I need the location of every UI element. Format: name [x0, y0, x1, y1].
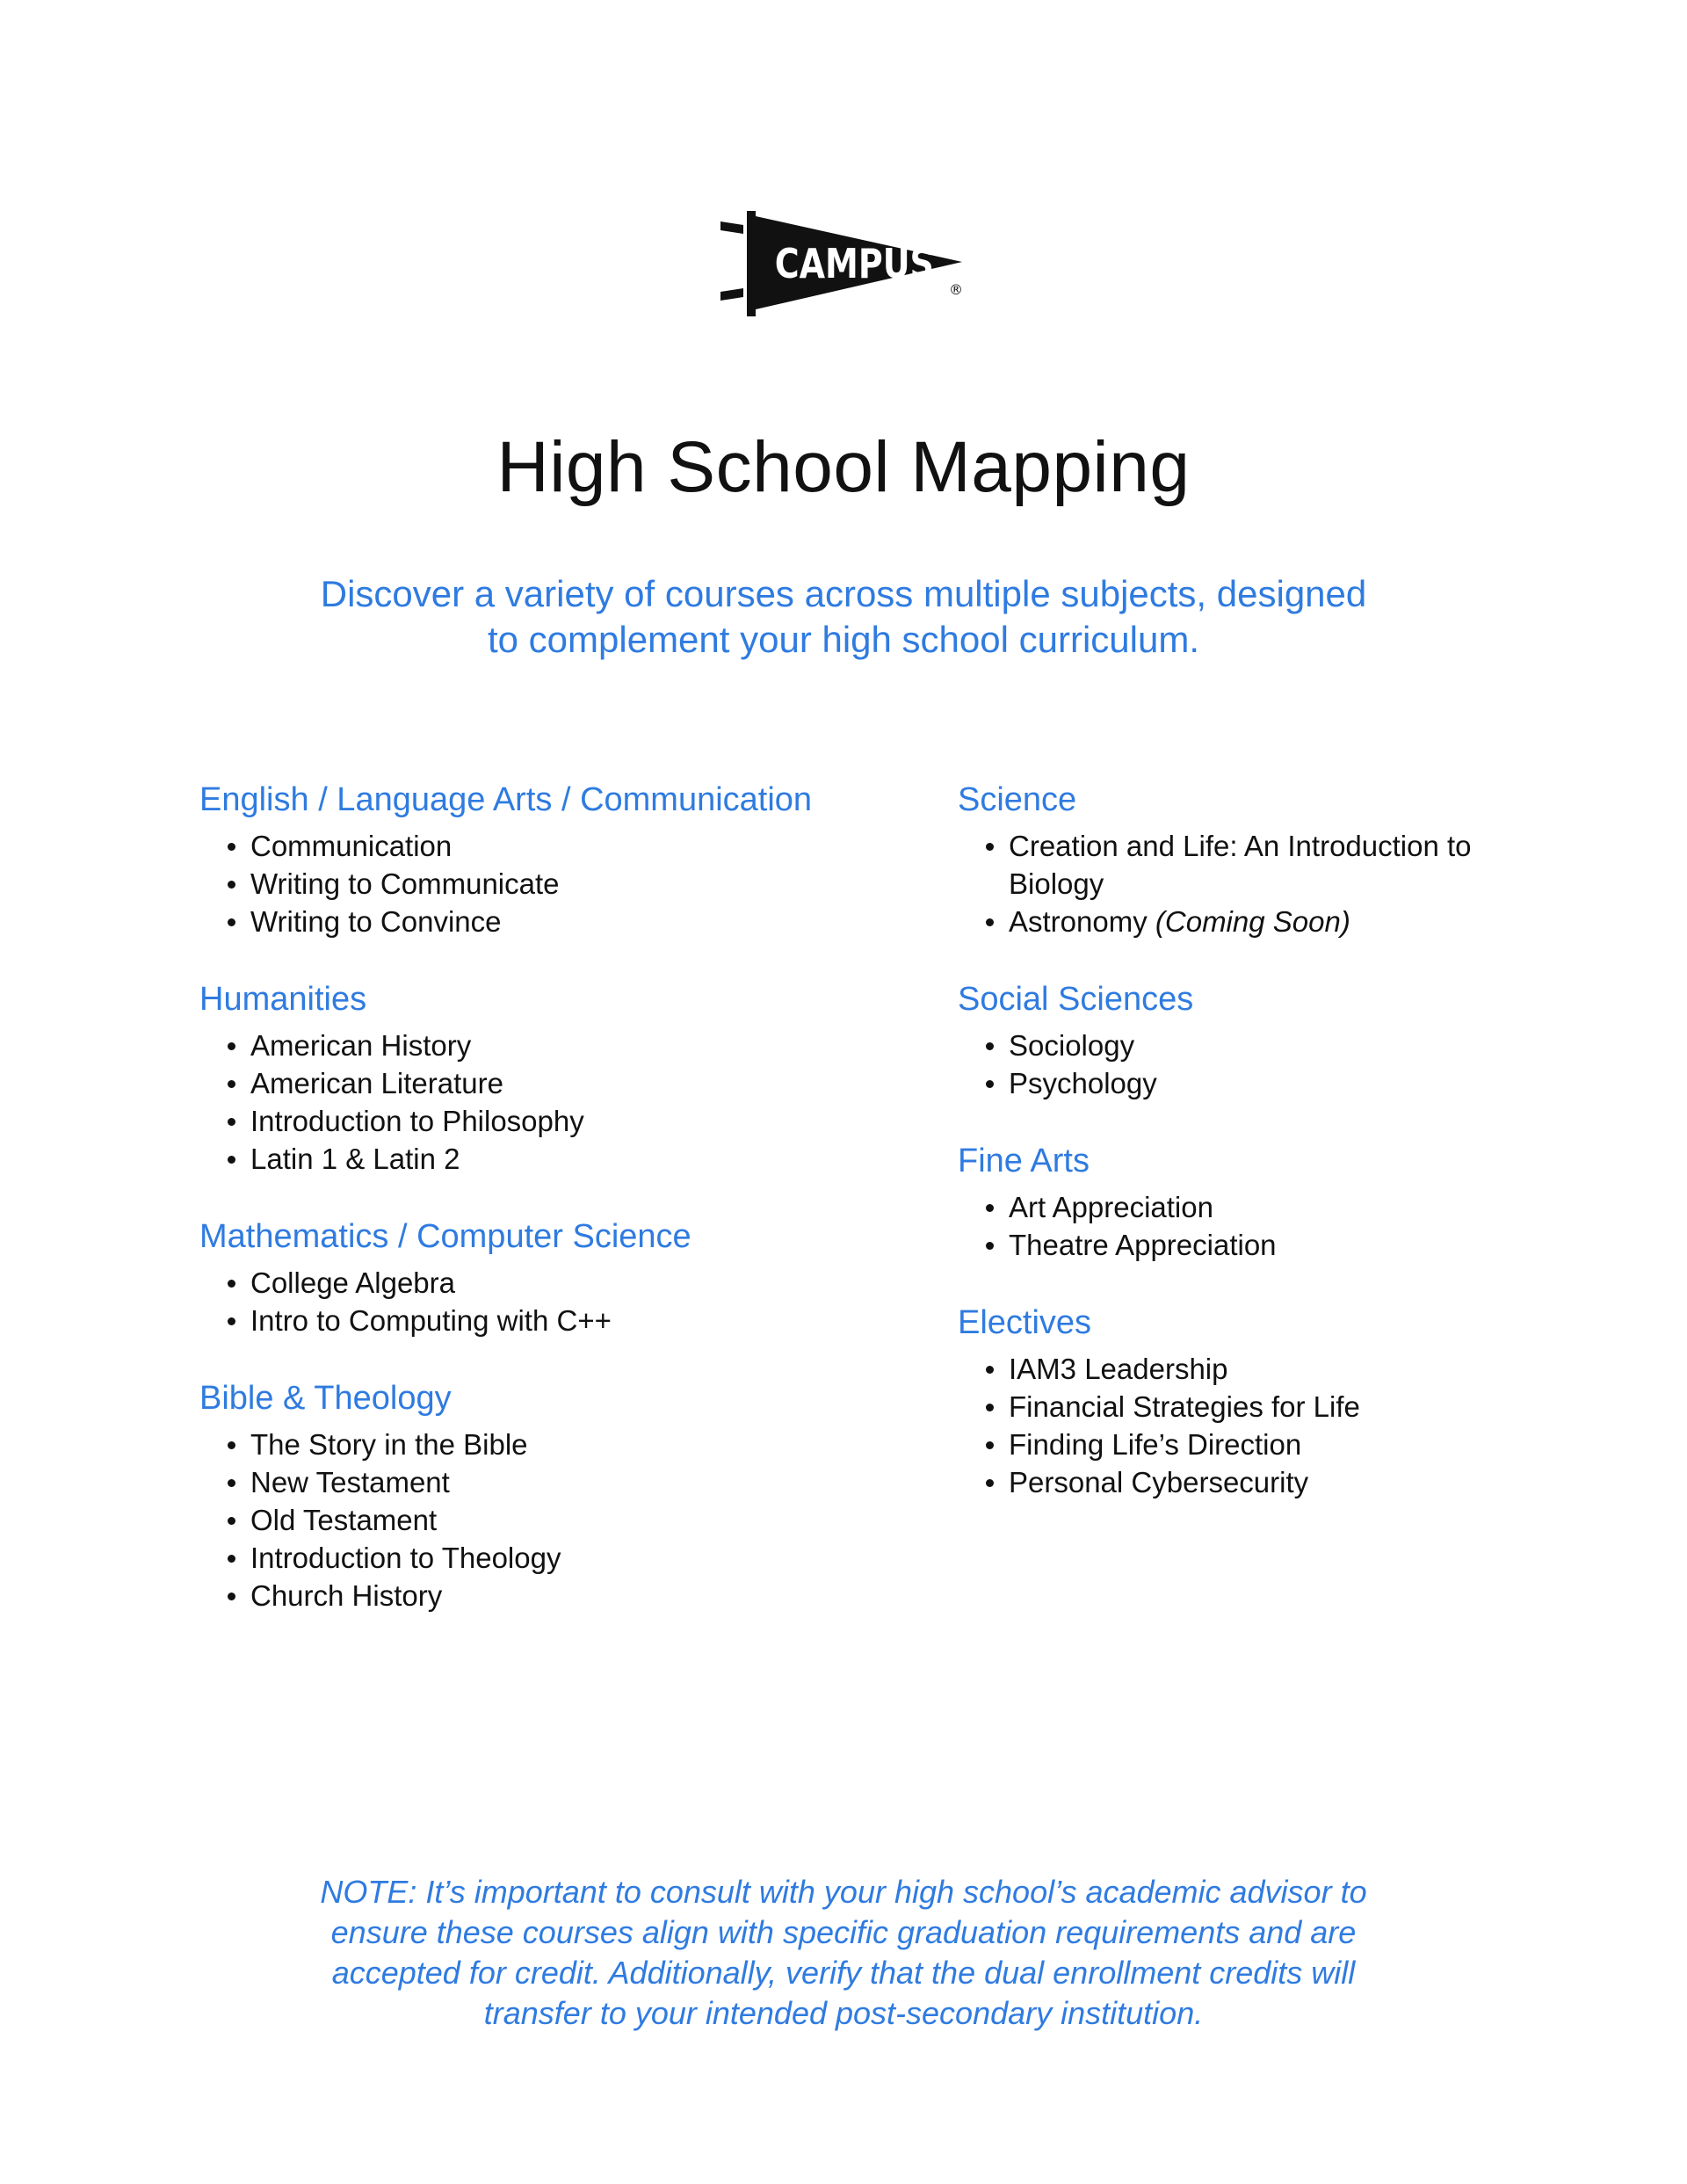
course-item: Sociology: [984, 1027, 1529, 1064]
course-item: Writing to Convince: [226, 903, 920, 940]
pennant-pole: [747, 211, 756, 316]
course-item: Finding Life’s Direction: [984, 1426, 1529, 1463]
course-item: IAM3 Leadership: [984, 1350, 1529, 1388]
course-list: [199, 1027, 920, 1178]
section-humanities: [199, 977, 920, 1178]
section-bible-theology: [199, 1376, 920, 1614]
section-english: [199, 778, 920, 940]
section-title: Fine Arts: [958, 1143, 1090, 1179]
logo-text: CAMPUS: [774, 240, 934, 287]
course-list: [958, 1027, 1529, 1102]
section-fine-arts: [958, 1139, 1529, 1264]
page-title: High School Mapping: [496, 427, 1191, 507]
course-item: Theatre Appreciation: [984, 1226, 1529, 1264]
course-item: Writing to Communicate: [226, 865, 920, 903]
course-item: American History: [226, 1027, 920, 1064]
section-title: Social Sciences: [958, 981, 1194, 1018]
course-list: [958, 1350, 1529, 1501]
course-item: Creation and Life: An Introduction to Biology: [984, 827, 1529, 903]
left-column: [199, 778, 920, 1651]
right-column: [958, 778, 1529, 1538]
course-list: [199, 827, 920, 940]
course-item: New Testament: [226, 1463, 920, 1501]
subtitle-line: Discover a variety of courses across multiple subjects, designed: [320, 573, 1367, 614]
course-item: Old Testament: [226, 1501, 920, 1539]
note-line: accepted for credit. Additionally, verify that the dual enrollment credits will: [331, 1955, 1356, 1991]
course-item: The Story in the Bible: [226, 1426, 920, 1463]
advisor-note: [264, 1872, 1423, 2034]
course-list: [199, 1426, 920, 1614]
section-title: Mathematics / Computer Science: [199, 1218, 691, 1255]
section-title: Electives: [958, 1304, 1092, 1341]
section-mathematics: [199, 1215, 920, 1339]
coming-soon-label: (Coming Soon): [1155, 905, 1350, 938]
course-item-with-note: [984, 903, 1529, 940]
course-item: Introduction to Theology: [226, 1539, 920, 1577]
course-item: Communication: [226, 827, 920, 865]
course-item: Financial Strategies for Life: [984, 1388, 1529, 1426]
pennant-prong-top: [720, 221, 743, 234]
section-electives: [958, 1301, 1529, 1501]
note-line: transfer to your intended post-secondary institution.: [483, 1995, 1204, 2031]
course-item: Latin 1 & Latin 2: [226, 1140, 920, 1178]
pennant-prong-bottom: [720, 288, 743, 301]
note-line: NOTE: It’s important to consult with your high school’s academic advisor to: [320, 1874, 1367, 1910]
subtitle-line: to complement your high school curriculum.: [487, 619, 1200, 660]
course-list: [199, 1264, 920, 1339]
section-title: Science: [958, 781, 1077, 818]
section-social-sciences: [958, 977, 1529, 1102]
course-item: Art Appreciation: [984, 1188, 1529, 1226]
course-item: Church History: [226, 1577, 920, 1614]
logo-registered-mark: ®: [949, 281, 963, 298]
course-list: [958, 1188, 1529, 1264]
campus-pennant-logo: [720, 211, 971, 321]
course-item: College Algebra: [226, 1264, 920, 1302]
page-subtitle: [264, 571, 1423, 663]
course-item-label: Astronomy: [1009, 905, 1148, 938]
course-item: Psychology: [984, 1064, 1529, 1102]
course-item: Personal Cybersecurity: [984, 1463, 1529, 1501]
section-title: Bible & Theology: [199, 1380, 452, 1417]
course-item: Intro to Computing with C++: [226, 1302, 920, 1339]
section-title: English / Language Arts / Communication: [199, 781, 813, 818]
course-item: Introduction to Philosophy: [226, 1102, 920, 1140]
course-item: American Literature: [226, 1064, 920, 1102]
section-title: Humanities: [199, 981, 367, 1018]
note-line: ensure these courses align with specific graduation requirements and are: [330, 1914, 1357, 1950]
section-science: [958, 778, 1529, 940]
course-list: [958, 827, 1529, 940]
